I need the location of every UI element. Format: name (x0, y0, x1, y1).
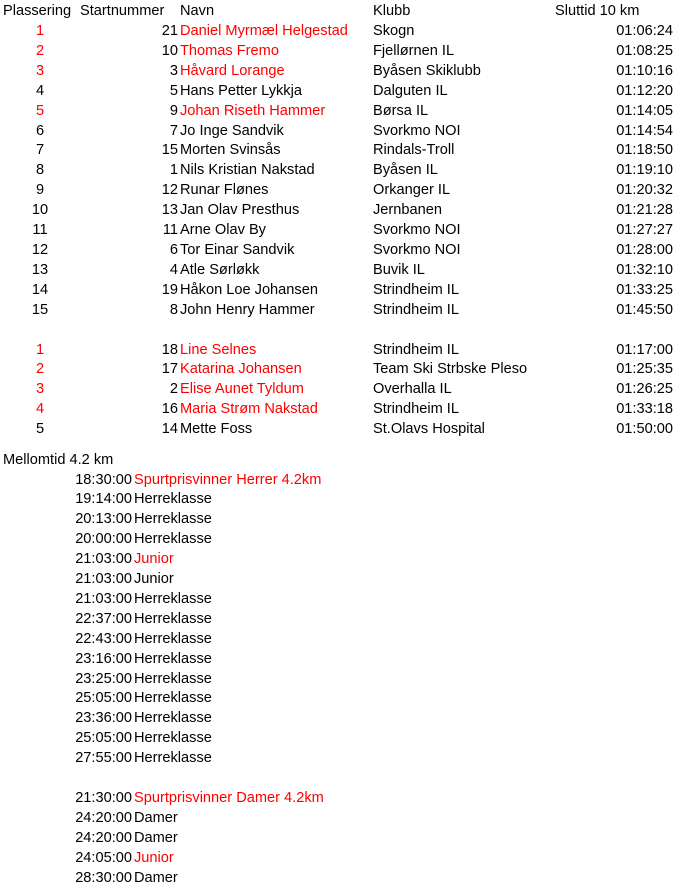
split-label: Junior (134, 849, 174, 866)
finish-time: 01:21:28 (616, 202, 673, 219)
place: 4 (35, 401, 45, 418)
start-number: 16 (161, 401, 178, 418)
place: 14 (31, 281, 49, 298)
split-row (0, 489, 680, 509)
finish-time: 01:27:27 (616, 222, 673, 238)
club: Skogn (373, 23, 415, 39)
place: 5 (35, 102, 45, 119)
split-label: Damer (134, 829, 178, 846)
start-number: 11 (162, 222, 178, 238)
club: Buvik IL (373, 261, 425, 278)
split-row (0, 549, 680, 569)
split-row (0, 848, 680, 868)
club: Byåsen Skiklubb (373, 62, 481, 79)
split-time: 21:03:00 (75, 571, 132, 587)
split-time: 23:16:00 (75, 650, 132, 667)
place: 11 (32, 222, 48, 238)
header-club: Klubb (373, 3, 411, 19)
result-row (0, 200, 680, 220)
athlete-name: Thomas Fremo (180, 42, 279, 59)
start-number: 12 (161, 182, 178, 199)
split-label: Herreklasse (134, 730, 212, 747)
result-row (0, 340, 680, 360)
result-row (0, 121, 680, 141)
split-row (0, 629, 680, 649)
split-label: Herreklasse (134, 650, 212, 667)
result-row (0, 399, 680, 419)
finish-time: 01:32:10 (616, 261, 673, 278)
start-number: 8 (169, 301, 178, 318)
place: 10 (31, 202, 49, 219)
result-row (0, 240, 680, 260)
finish-time: 01:45:50 (616, 301, 673, 318)
place: 1 (35, 341, 45, 358)
start-number: 14 (161, 421, 178, 438)
finish-time: 01:20:32 (616, 182, 673, 199)
start-number: 3 (169, 62, 178, 79)
split-row (0, 669, 680, 689)
finish-time: 01:06:24 (616, 23, 673, 39)
split-label: Herreklasse (134, 630, 212, 647)
split-time: 27:55:00 (75, 750, 132, 767)
finish-time: 01:33:25 (616, 281, 673, 298)
split-row (0, 828, 680, 848)
start-number: 7 (169, 122, 178, 139)
split-row (0, 569, 680, 589)
split-time: 23:25:00 (75, 670, 132, 687)
split-time: 23:36:00 (75, 710, 132, 727)
split-row (0, 509, 680, 529)
club: Børsa IL (373, 102, 429, 119)
result-row (0, 61, 680, 81)
result-row (0, 220, 680, 240)
place: 4 (35, 82, 45, 99)
athlete-name: Jo Inge Sandvik (180, 122, 284, 139)
finish-time: 01:08:25 (616, 42, 673, 59)
athlete-name: Daniel Myrmæl Helgestad (180, 23, 348, 39)
result-row (0, 41, 680, 61)
place: 1 (35, 23, 45, 39)
finish-time: 01:18:50 (616, 142, 673, 159)
split-time: 24:05:00 (75, 849, 132, 866)
split-label: Herreklasse (134, 511, 212, 528)
club: Strindheim IL (373, 341, 459, 358)
header-name: Navn (180, 3, 215, 19)
finish-time: 01:26:25 (616, 381, 673, 398)
finish-time: 01:19:10 (616, 162, 673, 179)
result-row (0, 101, 680, 121)
place: 5 (35, 421, 45, 438)
athlete-name: Hans Petter Lykkja (180, 82, 302, 99)
finish-time: 01:14:54 (616, 122, 673, 139)
start-number: 9 (169, 102, 178, 119)
place: 7 (35, 142, 45, 159)
club: St.Olavs Hospital (373, 421, 485, 438)
split-time: 19:14:00 (75, 491, 132, 508)
start-number: 18 (161, 341, 178, 358)
athlete-name: John Henry Hammer (180, 301, 315, 318)
start-number: 1 (169, 162, 178, 179)
club: Strindheim IL (373, 281, 459, 298)
start-number: 17 (161, 361, 178, 378)
place: 15 (31, 301, 49, 318)
club: Strindheim IL (373, 301, 459, 318)
place: 13 (31, 261, 49, 278)
club: Orkanger IL (373, 182, 451, 199)
result-row (0, 140, 680, 160)
start-number: 2 (169, 381, 178, 398)
split-label: Spurtprisvinner Damer 4.2km (134, 790, 324, 806)
split-row (0, 708, 680, 728)
place: 3 (35, 62, 45, 79)
finish-time: 01:25:35 (616, 361, 673, 378)
place: 8 (35, 162, 45, 179)
split-row (0, 748, 680, 768)
finish-time: 01:33:18 (616, 401, 673, 418)
split-label: Herreklasse (134, 610, 212, 627)
split-row (0, 808, 680, 828)
athlete-name: Tor Einar Sandvik (180, 241, 295, 258)
start-number: 4 (169, 261, 178, 278)
result-row (0, 81, 680, 101)
split-label: Herreklasse (134, 590, 212, 607)
split-time: 21:03:00 (75, 590, 132, 607)
athlete-name: Maria Strøm Nakstad (180, 401, 318, 418)
split-time: 28:30:00 (75, 869, 132, 886)
header-start-number: Startnummer (80, 3, 165, 19)
place: 9 (35, 182, 45, 199)
club: Strindheim IL (373, 401, 459, 418)
split-label: Herreklasse (134, 491, 212, 508)
club: Dalguten IL (373, 82, 448, 99)
start-number: 19 (161, 281, 178, 298)
finish-time: 01:10:16 (616, 62, 673, 79)
place: 2 (35, 42, 45, 59)
result-row (0, 160, 680, 180)
club: Svorkmo NOI (373, 222, 461, 238)
club: Byåsen IL (373, 162, 438, 179)
split-label: Herreklasse (134, 710, 212, 727)
club: Svorkmo NOI (373, 122, 461, 139)
split-label: Herreklasse (134, 750, 212, 767)
split-label: Damer (134, 809, 178, 826)
header-finish-time: Sluttid 10 km (555, 3, 640, 19)
finish-time: 01:28:00 (616, 241, 673, 258)
athlete-name: Morten Svinsås (180, 142, 281, 159)
split-time: 22:43:00 (75, 630, 132, 647)
athlete-name: Arne Olav By (180, 222, 266, 238)
athlete-name: Håvard Lorange (180, 62, 285, 79)
result-row (0, 300, 680, 320)
split-row (0, 868, 680, 888)
club: Fjellørnen IL (373, 42, 455, 59)
start-number: 15 (161, 142, 178, 159)
finish-time: 01:50:00 (616, 421, 673, 438)
split-time: 20:13:00 (75, 511, 132, 528)
split-time: 21:30:00 (75, 790, 132, 806)
athlete-name: Atle Sørløkk (180, 261, 260, 278)
start-number: 21 (161, 23, 178, 39)
split-row (0, 589, 680, 609)
split-label: Spurtprisvinner Herrer 4.2km (134, 471, 322, 488)
split-label: Herreklasse (134, 531, 212, 548)
athlete-name: Mette Foss (180, 421, 253, 438)
split-time: 24:20:00 (75, 829, 132, 846)
club: Overhalla IL (373, 381, 452, 398)
finish-time: 01:14:05 (616, 102, 673, 119)
start-number: 13 (161, 202, 178, 219)
split-row (0, 788, 680, 808)
split-time: 21:03:00 (75, 551, 132, 568)
split-row (0, 688, 680, 708)
split-label: Damer (134, 869, 178, 886)
finish-time: 01:12:20 (616, 82, 673, 99)
result-row (0, 419, 680, 439)
split-section-title (0, 450, 680, 470)
result-row (0, 180, 680, 200)
split-label: Herreklasse (134, 690, 212, 707)
athlete-name: Katarina Johansen (180, 361, 302, 378)
start-number: 5 (169, 82, 178, 99)
split-time: 20:00:00 (75, 531, 132, 548)
header-place: Plassering (3, 3, 72, 19)
athlete-name: Line Selnes (180, 341, 257, 358)
athlete-name: Nils Kristian Nakstad (180, 162, 315, 179)
split-label: Herreklasse (134, 670, 212, 687)
result-row (0, 280, 680, 300)
header-row (0, 1, 680, 21)
split-label: Junior (134, 571, 174, 587)
split-row (0, 649, 680, 669)
result-row (0, 21, 680, 41)
club: Jernbanen (373, 202, 442, 219)
finish-time: 01:17:00 (616, 341, 673, 358)
athlete-name: Håkon Loe Johansen (180, 281, 318, 298)
split-time: 22:37:00 (75, 610, 132, 627)
athlete-name: Elise Aunet Tyldum (180, 381, 304, 398)
club: Team Ski Strbske Pleso (373, 361, 528, 378)
split-row (0, 470, 680, 490)
result-row (0, 379, 680, 399)
place: 6 (35, 122, 45, 139)
split-row (0, 529, 680, 549)
split-time: 25:05:00 (75, 730, 132, 747)
split-title: Mellomtid 4.2 km (3, 452, 114, 468)
split-label: Junior (134, 551, 174, 568)
start-number: 6 (169, 241, 178, 258)
split-time: 18:30:00 (75, 471, 132, 488)
split-row (0, 609, 680, 629)
athlete-name: Jan Olav Presthus (180, 202, 300, 219)
result-row (0, 260, 680, 280)
athlete-name: Johan Riseth Hammer (180, 102, 326, 119)
club: Rindals-Troll (373, 142, 455, 159)
place: 3 (35, 381, 45, 398)
club: Svorkmo NOI (373, 241, 461, 258)
athlete-name: Runar Flønes (180, 182, 269, 199)
result-row (0, 359, 680, 379)
split-time: 25:05:00 (75, 690, 132, 707)
split-row (0, 728, 680, 748)
start-number: 10 (161, 42, 178, 59)
place: 2 (35, 361, 45, 378)
place: 12 (31, 241, 49, 258)
split-time: 24:20:00 (75, 809, 132, 826)
